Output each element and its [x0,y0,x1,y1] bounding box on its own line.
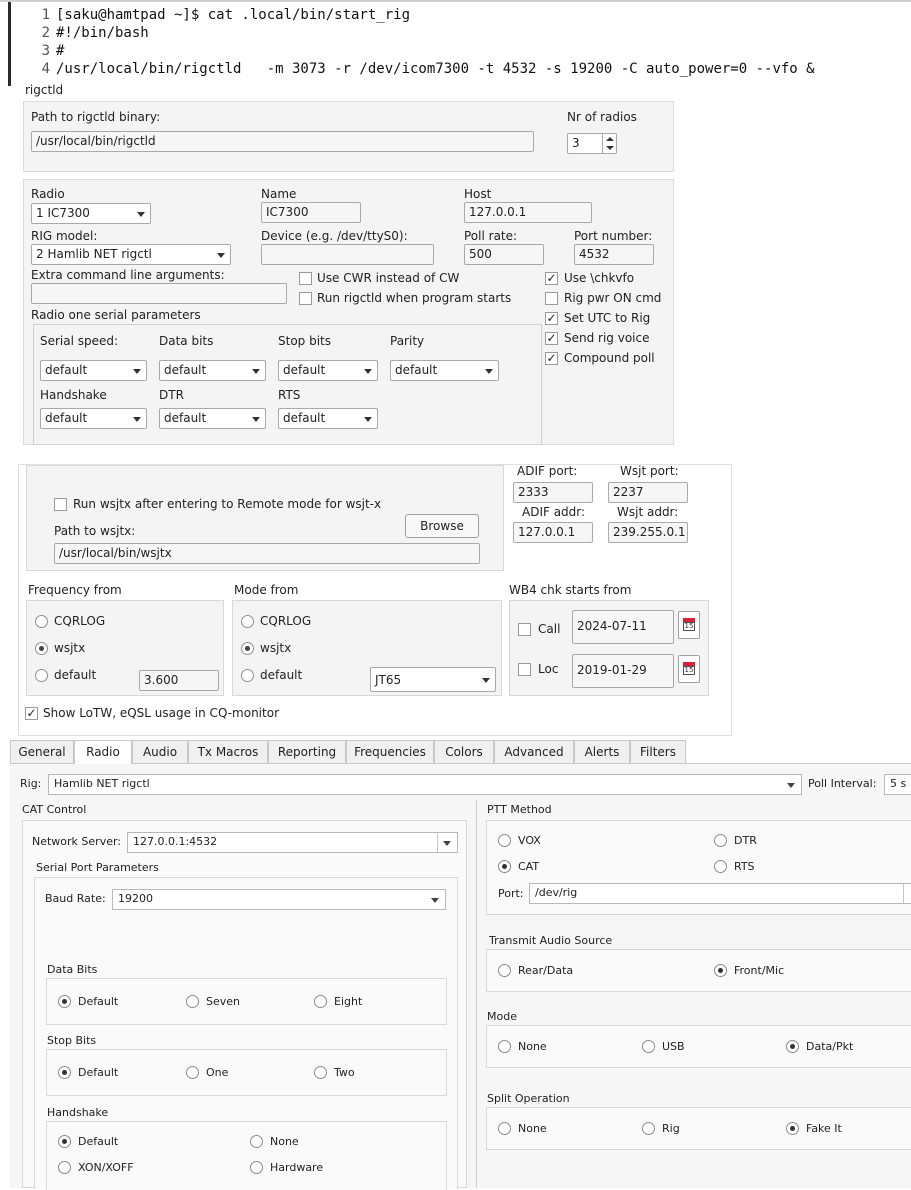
freq-from-label: Frequency from [28,583,122,597]
compound-poll-checkbox[interactable]: ✓ [546,351,557,365]
ptt-port-combo[interactable] [529,883,911,904]
network-server-label: Network Server: [32,835,122,848]
calendar-icon[interactable]: 15 [678,655,700,683]
chevron-down-icon [133,369,141,374]
mode-cqrlog-radio[interactable] [241,615,254,628]
cat-control-label: CAT Control [22,803,87,816]
freq-wsjtx-label: wsjtx [54,641,86,655]
serial-speed-label: Serial speed: [40,334,119,348]
mode-usb-radio[interactable] [642,1040,655,1053]
mode-usb-label: USB [662,1040,685,1053]
mode-default-value: JT65 [375,673,402,687]
split-none-label: None [518,1122,547,1135]
port-number-label: Port number: [574,229,653,243]
run-wsjtx-checkbox[interactable] [54,498,67,511]
wsjtx-path-label: Path to wsjtx: [54,524,136,538]
ptt-dtr-radio[interactable] [714,834,727,847]
baud-rate-select[interactable] [112,889,446,910]
tab-alerts[interactable]: Alerts [574,740,630,764]
mode-default-label: default [260,668,303,682]
split-operation-group [486,1107,911,1150]
cat-control-group [22,820,467,1188]
run-rigctld-label: Run rigctld when program starts [317,291,512,305]
freq-cqrlog-label: CQRLOG [54,614,106,628]
ptt-rts-label: RTS [734,860,755,873]
data-bits-select[interactable] [159,360,266,381]
host-input[interactable]: 127.0.0.1 [464,202,592,223]
poll-rate-input[interactable]: 500 [464,244,544,265]
tab-reporting[interactable]: Reporting [268,740,346,764]
select-value: default [164,411,207,425]
poll-interval-spinbox[interactable]: 5 s [884,774,911,795]
chevron-down-icon [431,898,439,903]
serial-params-label: Radio one serial parameters [31,308,201,322]
chevron-down-icon [137,212,145,217]
nr-radios-value: 3 [572,136,580,150]
poll-rate-label: Poll rate: [464,229,518,243]
use-cwr-label: Use CWR instead of CW [317,271,460,285]
split-fake-it-radio[interactable] [786,1122,799,1135]
data-bits-default-radio[interactable] [58,995,71,1008]
chevron-down-icon [364,369,372,374]
wsjt-port-input[interactable]: 2237 [608,482,688,503]
stop-bits-two-radio[interactable] [314,1066,327,1079]
select-value: default [395,363,438,377]
chevron-down-icon [485,369,493,374]
terminal-line: 3 # [41,43,65,59]
freq-wsjtx-radio[interactable] [35,642,48,655]
freq-cqrlog-radio[interactable] [35,615,48,628]
radio-settings-panel [23,179,674,445]
rts-select[interactable] [278,408,378,429]
wsjtx-path-input[interactable]: /usr/local/bin/wsjtx [54,543,480,564]
radio-select[interactable] [31,203,151,224]
rig-model-value: 2 Hamlib NET rigctl [36,247,152,261]
freq-default-radio[interactable] [35,669,48,682]
browse-button[interactable]: Browse [405,514,479,538]
handshake-hardware-radio[interactable] [250,1161,263,1174]
handshake-none-label: None [270,1135,299,1148]
nr-radios-label: Nr of radios [567,110,637,124]
tab-general[interactable]: General [10,740,74,764]
mode-data-pkt-radio[interactable] [786,1040,799,1053]
handshake-default-label: Default [78,1135,119,1148]
poll-interval-label: Poll Interval: [808,777,877,790]
send-voice-label: Send rig voice [564,331,650,345]
mode-from-group [232,600,502,696]
chevron-down-icon [252,417,260,422]
parity-select[interactable] [390,360,499,381]
set-utc-label: Set UTC to Rig [564,311,651,325]
ptt-rts-radio[interactable] [714,860,727,873]
chevron-down-icon [482,678,490,683]
stop-bits-label: Stop bits [278,334,332,348]
stop-bits-one-radio[interactable] [186,1066,199,1079]
ptt-cat-radio[interactable] [498,860,511,873]
rig-model-select[interactable] [31,244,231,265]
terminal-line: 2 #!/bin/bash [41,25,149,41]
serial-speed-select[interactable] [40,360,147,381]
split-none-radio[interactable] [498,1122,511,1135]
device-label: Device (e.g. /dev/ttyS0): [261,229,408,243]
handshake-label: Handshake [47,1106,109,1119]
extra-args-input[interactable] [31,283,287,304]
handshake-select[interactable] [40,408,147,429]
rigctld-path-input[interactable]: /usr/local/bin/rigctld [31,131,534,152]
use-chkvfo-label: Use \chkvfo [564,271,635,285]
stop-bits-default-radio[interactable] [58,1066,71,1079]
ptt-method-group [486,820,911,915]
stop-bits-label: Stop Bits [47,1034,97,1047]
spin-arrows-icon[interactable] [602,134,616,154]
data-bits-group [46,978,447,1025]
ptt-port-value: /dev/rig [535,886,578,899]
wsjtx-run-group [26,465,504,571]
split-fake-it-label: Fake It [806,1122,842,1135]
mode-wsjtx-label: wsjtx [260,641,292,655]
select-value: default [45,363,88,377]
use-chkvfo-checkbox[interactable]: ✓ [546,271,557,285]
select-value: default [164,363,207,377]
tab-tx-macros[interactable]: Tx Macros [188,740,268,764]
rigctld-section-label: rigctld [25,83,64,97]
send-voice-checkbox[interactable]: ✓ [546,331,557,345]
tx-audio-group [486,949,911,992]
network-server-combo[interactable] [127,832,458,853]
mode-cqrlog-label: CQRLOG [260,614,312,628]
rigctld-path-label: Path to rigctld binary: [31,110,161,124]
rig-model-label: RIG model: [31,229,98,243]
split-operation-label: Split Operation [487,1092,570,1105]
network-server-value: 127.0.0.1:4532 [133,835,218,848]
baud-rate-value: 19200 [118,892,153,905]
tab-radio[interactable]: Radio [74,740,132,765]
select-value: default [283,411,326,425]
show-lotw-checkbox[interactable]: ✓ [26,706,37,720]
data-bits-seven-label: Seven [206,995,240,1008]
dtr-select[interactable] [159,408,266,429]
serial-port-params-group [34,877,458,1189]
freq-default-input[interactable]: 3.600 [139,670,219,691]
data-bits-eight-radio[interactable] [314,995,327,1008]
data-bits-default-label: Default [78,995,119,1008]
compound-poll-label: Compound poll [564,351,655,365]
rigctld-path-panel [23,101,674,172]
show-lotw-label: Show LoTW, eQSL usage in CQ-monitor [43,706,279,720]
baud-rate-label: Baud Rate: [45,892,106,905]
adif-port-input[interactable]: 2333 [513,482,593,503]
chevron-down-icon [133,417,141,422]
rts-label: RTS [278,388,301,402]
stop-bits-one-label: One [206,1066,229,1079]
tx-front-mic-label: Front/Mic [734,964,785,977]
radio-label: Radio [31,187,65,201]
radio-tab-page [10,764,911,1188]
terminal-gutter [8,2,11,86]
wb4-label: WB4 chk starts from [509,583,632,597]
handshake-group [46,1121,447,1190]
mode-group [486,1025,911,1068]
serial-port-params-label: Serial Port Parameters [36,861,159,874]
handshake-hardware-label: Hardware [270,1161,324,1174]
stop-bits-two-label: Two [334,1066,355,1079]
run-rigctld-checkbox[interactable] [299,292,312,305]
device-input[interactable] [261,244,434,265]
ptt-dtr-label: DTR [734,834,757,847]
adif-addr-label: ADIF addr: [522,505,586,519]
select-value: default [283,363,326,377]
terminal-view [0,0,911,84]
tx-front-mic-radio[interactable] [714,964,727,977]
call-checkbox[interactable] [518,623,531,636]
use-cwr-checkbox[interactable] [299,272,312,285]
freq-default-label: default [54,668,97,682]
tab-advanced[interactable]: Advanced [494,740,574,764]
stop-bits-default-label: Default [78,1066,119,1079]
handshake-xon-radio[interactable] [58,1161,71,1174]
rig-select[interactable] [48,774,802,795]
loc-label: Loc [538,662,559,676]
serial-params-group [33,324,542,445]
handshake-none-radio[interactable] [250,1135,263,1148]
wsjt-port-label: Wsjt port: [620,464,679,478]
ptt-method-label: PTT Method [487,803,552,816]
handshake-xon-label: XON/XOFF [78,1161,134,1174]
data-bits-seven-radio[interactable] [186,995,199,1008]
split-rig-label: Rig [662,1122,680,1135]
data-bits-label: Data Bits [47,963,98,976]
tab-filters[interactable]: Filters [630,740,686,764]
column-divider [476,800,477,1188]
calendar-icon[interactable]: 15 [678,611,700,639]
port-number-input[interactable]: 4532 [574,244,654,265]
mode-from-label: Mode from [234,583,299,597]
chevron-down-icon [443,841,451,846]
radio-select-value: 1 IC7300 [36,206,90,220]
nr-radios-spinbox[interactable] [567,133,617,154]
rig-pwr-label: Rig pwr ON cmd [564,291,662,305]
wsjt-addr-input[interactable]: 239.255.0.1 [608,522,688,543]
ptt-vox-label: VOX [518,834,541,847]
terminal-line: 4 /usr/local/bin/rigctld -m 3073 -r /dev/icom7300 -t 4532 -s 19200 -C auto_power=0 --vfo & [41,61,815,77]
rig-pwr-checkbox[interactable] [545,292,558,305]
run-wsjtx-label: Run wsjtx after entering to Remote mode for wsjt-x [73,497,382,511]
tx-rear-data-label: Rear/Data [518,964,574,977]
ptt-cat-label: CAT [518,860,540,873]
chevron-down-icon [364,417,372,422]
data-bits-label: Data bits [159,334,214,348]
mode-label: Mode [487,1010,517,1023]
call-label: Call [538,622,561,636]
chevron-down-icon [252,369,260,374]
split-rig-radio[interactable] [642,1122,655,1135]
call-date-input[interactable]: 2024-07-11 [572,610,674,644]
tx-rear-data-radio[interactable] [498,964,511,977]
mode-wsjtx-radio[interactable] [241,642,254,655]
data-bits-eight-label: Eight [334,995,363,1008]
name-input[interactable]: IC7300 [261,202,361,223]
name-label: Name [261,187,297,201]
dtr-label: DTR [159,388,184,402]
stop-bits-select[interactable] [278,360,378,381]
handshake-default-radio[interactable] [58,1135,71,1148]
ptt-vox-radio[interactable] [498,834,511,847]
loc-checkbox[interactable] [518,663,531,676]
mode-none-radio[interactable] [498,1040,511,1053]
tab-frequencies[interactable]: Frequencies [346,740,434,764]
terminal-line: 1 [saku@hamtpad ~]$ cat .local/bin/start_rig [41,7,411,23]
adif-port-label: ADIF port: [517,464,578,478]
mode-default-select[interactable] [370,667,496,692]
tx-audio-label: Transmit Audio Source [489,934,613,947]
rig-label: Rig: [20,777,42,790]
mode-none-label: None [518,1040,547,1053]
wsjt-addr-label: Wsjt addr: [617,505,679,519]
ptt-port-label: Port: [498,887,524,900]
loc-date-input[interactable]: 2019-01-29 [572,654,674,688]
stop-bits-group [46,1049,447,1096]
select-value: default [45,411,88,425]
extra-args-label: Extra command line arguments: [31,268,225,282]
rig-select-value: Hamlib NET rigctl [54,777,150,790]
adif-addr-input[interactable]: 127.0.0.1 [513,522,593,543]
wsjtx-remote-panel [18,464,732,736]
chevron-down-icon [787,783,795,788]
mode-data-pkt-label: Data/Pkt [806,1040,854,1053]
freq-from-group [26,600,224,696]
handshake-label: Handshake [40,388,107,402]
chevron-down-icon [217,253,225,258]
set-utc-checkbox[interactable]: ✓ [546,311,557,325]
host-label: Host [464,187,492,201]
mode-default-radio[interactable] [241,669,254,682]
settings-tab-bar [10,740,911,764]
wb4-group [509,600,709,696]
parity-label: Parity [390,334,425,348]
tab-colors[interactable]: Colors [434,740,494,764]
tab-audio[interactable]: Audio [132,740,188,764]
